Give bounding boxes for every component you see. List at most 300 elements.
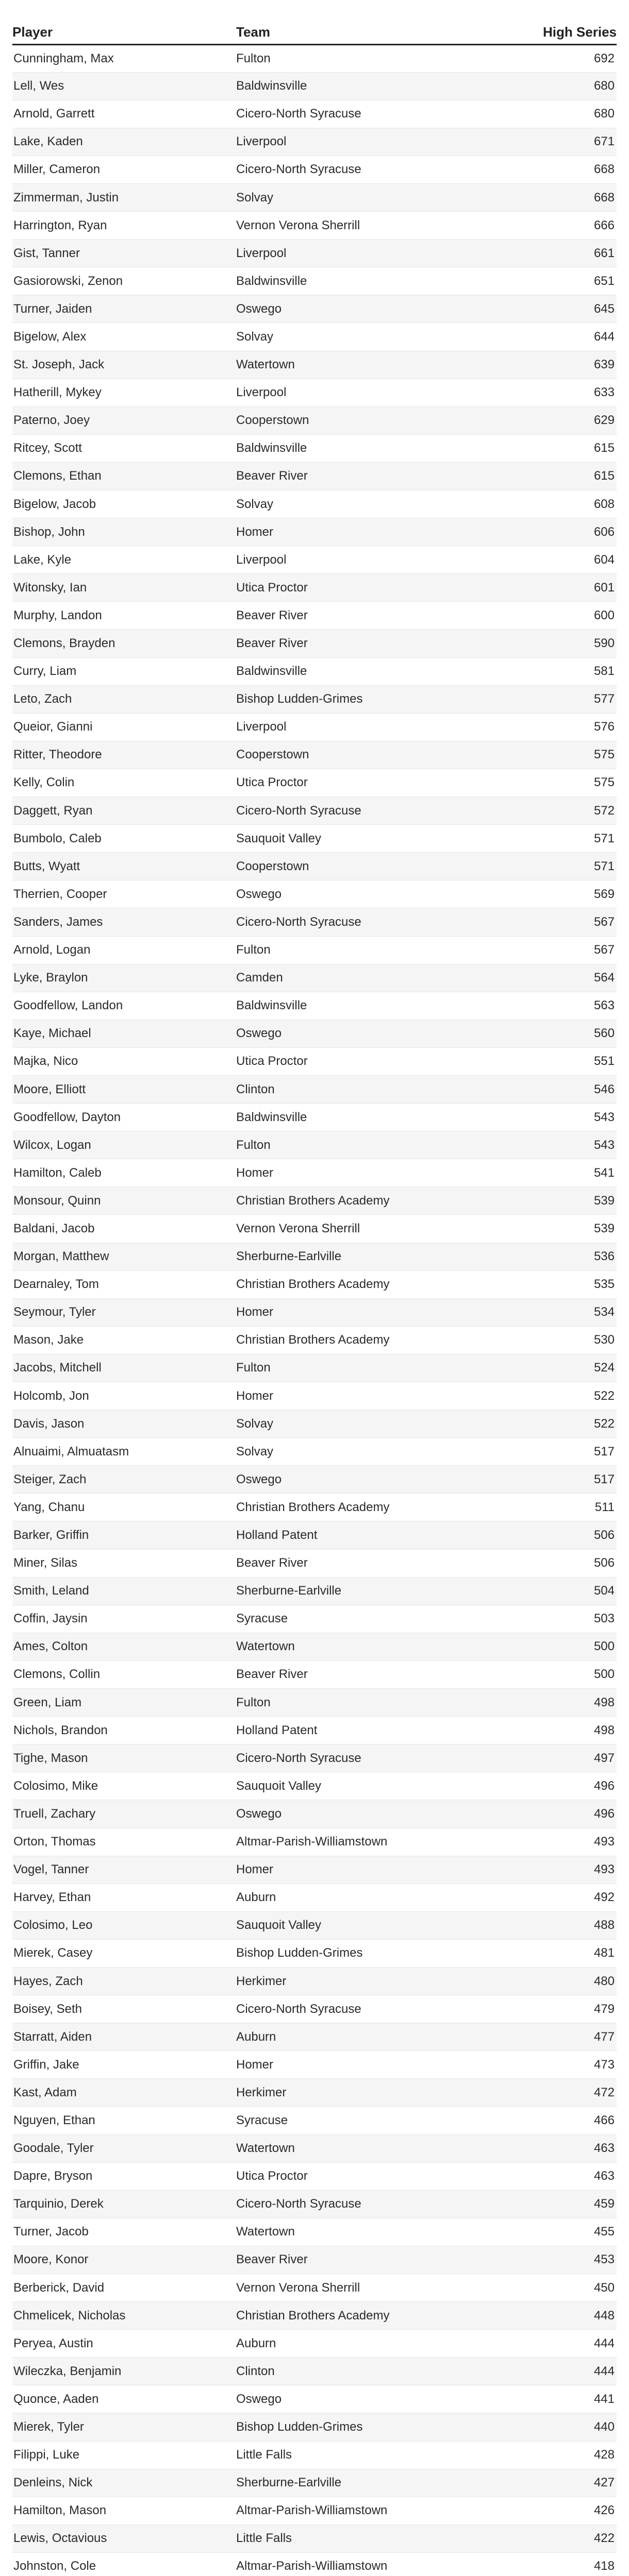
table-row: [12, 462, 617, 490]
high-series-cell: 615: [488, 462, 617, 490]
team-name-cell: Homer: [236, 1159, 488, 1187]
table-row: [12, 546, 617, 574]
player-name-cell: Morgan, Matthew: [12, 1243, 236, 1270]
player-name-cell: Filippi, Luke: [12, 2441, 236, 2469]
table-row: [12, 2385, 617, 2413]
team-name-cell: Solvay: [236, 1438, 488, 1466]
team-name-cell: Cicero-North Syracuse: [236, 908, 488, 936]
high-series-cell: 503: [488, 1605, 617, 1633]
high-series-cell: 504: [488, 1577, 617, 1605]
player-name-cell: Chmelicek, Nicholas: [12, 2302, 236, 2330]
high-series-cell: 560: [488, 1020, 617, 1047]
page: [0, 21, 629, 2576]
team-name-cell: Watertown: [236, 351, 488, 379]
table-row: [12, 936, 617, 964]
table-row: [12, 72, 617, 100]
table-row: [12, 769, 617, 796]
table-row: [12, 1270, 617, 1298]
team-name-cell: Sauquoit Valley: [236, 1772, 488, 1800]
table-row: [12, 1187, 617, 1215]
high-series-cell: 639: [488, 351, 617, 379]
high-series-cell: 506: [488, 1521, 617, 1549]
table-row: [12, 1717, 617, 1744]
high-series-cell: 651: [488, 267, 617, 295]
team-name-cell: Fulton: [236, 1354, 488, 1382]
high-series-cell: 668: [488, 156, 617, 183]
high-series-cell: 498: [488, 1689, 617, 1717]
table-row: [12, 1577, 617, 1605]
table-row: [12, 1494, 617, 1521]
table-row: [12, 323, 617, 351]
high-series-cell: 608: [488, 490, 617, 518]
high-series-cell: 577: [488, 685, 617, 713]
high-series-cell: 448: [488, 2302, 617, 2330]
player-name-cell: Kelly, Colin: [12, 769, 236, 796]
high-series-cell: 546: [488, 1075, 617, 1103]
high-series-cell: 615: [488, 434, 617, 462]
table-row: [12, 156, 617, 183]
high-series-cell: 500: [488, 1660, 617, 1688]
table-row: [12, 2107, 617, 2134]
table-row: [12, 992, 617, 1020]
table-row: [12, 1104, 617, 1131]
table-row: [12, 1633, 617, 1660]
table-row: [12, 406, 617, 434]
high-series-cell: 539: [488, 1215, 617, 1243]
team-name-cell: Beaver River: [236, 630, 488, 657]
high-series-cell: 481: [488, 1939, 617, 1967]
high-series-cell: 493: [488, 1856, 617, 1884]
team-name-cell: Homer: [236, 518, 488, 546]
player-name-cell: Clemons, Collin: [12, 1660, 236, 1688]
high-series-cell: 493: [488, 1828, 617, 1856]
player-name-cell: Starratt, Aiden: [12, 2023, 236, 2051]
player-name-cell: Clemons, Ethan: [12, 462, 236, 490]
high-series-cell: 498: [488, 1717, 617, 1744]
player-name-cell: Hayes, Zach: [12, 1967, 236, 1995]
team-name-cell: Vernon Verona Sherrill: [236, 2274, 488, 2302]
table-row: [12, 1298, 617, 1326]
team-name-cell: Solvay: [236, 323, 488, 351]
team-name-cell: Altmar-Parish-Williamstown: [236, 2497, 488, 2524]
high-series-cell: 522: [488, 1410, 617, 1438]
player-name-cell: Griffin, Jake: [12, 2051, 236, 2079]
team-name-cell: Utica Proctor: [236, 769, 488, 796]
player-name-cell: Berberick, David: [12, 2274, 236, 2302]
team-name-cell: Baldwinsville: [236, 267, 488, 295]
high-series-cell: 511: [488, 1494, 617, 1521]
player-name-cell: Goodale, Tyler: [12, 2134, 236, 2162]
table-row: [12, 128, 617, 156]
high-series-cell: 535: [488, 1270, 617, 1298]
team-name-cell: Solvay: [236, 183, 488, 211]
high-series-cell: 422: [488, 2524, 617, 2552]
team-name-cell: Utica Proctor: [236, 574, 488, 602]
player-name-cell: Kast, Adam: [12, 2079, 236, 2107]
player-name-cell: Harrington, Ryan: [12, 212, 236, 240]
team-name-cell: Beaver River: [236, 2246, 488, 2274]
player-name-cell: Arnold, Logan: [12, 936, 236, 964]
high-series-cell: 463: [488, 2134, 617, 2162]
player-name-cell: Lake, Kyle: [12, 546, 236, 574]
high-series-cell: 680: [488, 100, 617, 128]
high-series-cell: 496: [488, 1800, 617, 1828]
player-name-cell: Orton, Thomas: [12, 1828, 236, 1856]
player-name-cell: Johnston, Cole: [12, 2552, 236, 2576]
table-row: [12, 1131, 617, 1159]
player-name-cell: Nichols, Brandon: [12, 1717, 236, 1744]
player-name-cell: St. Joseph, Jack: [12, 351, 236, 379]
high-series-cell: 604: [488, 546, 617, 574]
player-name-cell: Mierek, Casey: [12, 1939, 236, 1967]
team-name-cell: Christian Brothers Academy: [236, 1187, 488, 1215]
team-name-cell: Baldwinsville: [236, 72, 488, 100]
team-name-cell: Vernon Verona Sherrill: [236, 1215, 488, 1243]
team-name-cell: Liverpool: [236, 379, 488, 406]
team-name-cell: Watertown: [236, 2218, 488, 2246]
player-name-cell: Queior, Gianni: [12, 713, 236, 741]
team-name-cell: Baldwinsville: [236, 434, 488, 462]
high-series-cell: 567: [488, 908, 617, 936]
table-row: [12, 2524, 617, 2552]
table-row: [12, 1354, 617, 1382]
table-row: [12, 2497, 617, 2524]
table-row: [12, 602, 617, 630]
table-row: [12, 1939, 617, 1967]
team-name-cell: Holland Patent: [236, 1717, 488, 1744]
player-name-cell: Witonsky, Ian: [12, 574, 236, 602]
table-row: [12, 2552, 617, 2576]
team-name-cell: Utica Proctor: [236, 2162, 488, 2190]
player-name-cell: Jacobs, Mitchell: [12, 1354, 236, 1382]
player-name-cell: Steiger, Zach: [12, 1466, 236, 1494]
table-row: [12, 351, 617, 379]
table-row: [12, 1243, 617, 1270]
high-series-cell: 453: [488, 2246, 617, 2274]
player-name-cell: Alnuaimi, Almuatasm: [12, 1438, 236, 1466]
team-name-cell: Cicero-North Syracuse: [236, 2190, 488, 2218]
table-row: [12, 657, 617, 685]
table-row: [12, 1772, 617, 1800]
high-series-cell: 517: [488, 1438, 617, 1466]
table-row: [12, 741, 617, 769]
table-row: [12, 825, 617, 853]
table-row: [12, 1521, 617, 1549]
table-header: [12, 21, 617, 44]
player-name-cell: Lake, Kaden: [12, 128, 236, 156]
table-row: [12, 574, 617, 602]
player-name-cell: Monsour, Quinn: [12, 1187, 236, 1215]
table-row: [12, 2079, 617, 2107]
high-series-cell: 590: [488, 630, 617, 657]
team-name-cell: Clinton: [236, 1075, 488, 1103]
table-row: [12, 2190, 617, 2218]
team-name-cell: Auburn: [236, 2330, 488, 2358]
high-series-cell: 466: [488, 2107, 617, 2134]
team-name-cell: Cooperstown: [236, 741, 488, 769]
team-name-cell: Altmar-Parish-Williamstown: [236, 2552, 488, 2576]
high-series-cell: 479: [488, 1995, 617, 2023]
team-name-cell: Oswego: [236, 880, 488, 908]
player-name-cell: Goodfellow, Dayton: [12, 1104, 236, 1131]
player-name-cell: Bumbolo, Caleb: [12, 825, 236, 853]
high-series-cell: 606: [488, 518, 617, 546]
player-name-cell: Hamilton, Mason: [12, 2497, 236, 2524]
team-name-cell: Liverpool: [236, 128, 488, 156]
team-name-cell: Little Falls: [236, 2524, 488, 2552]
player-name-cell: Turner, Jaiden: [12, 295, 236, 323]
high-series-cell: 600: [488, 602, 617, 630]
table-row: [12, 212, 617, 240]
player-name-cell: Kaye, Michael: [12, 1020, 236, 1047]
player-name-cell: Colosimo, Mike: [12, 1772, 236, 1800]
table-row: [12, 1326, 617, 1354]
table-row: [12, 2051, 617, 2079]
high-series-cell: 576: [488, 713, 617, 741]
player-name-cell: Sanders, James: [12, 908, 236, 936]
high-series-cell: 680: [488, 72, 617, 100]
table-row: [12, 1382, 617, 1410]
high-series-cell: 541: [488, 1159, 617, 1187]
player-name-cell: Nguyen, Ethan: [12, 2107, 236, 2134]
player-name-cell: Goodfellow, Landon: [12, 992, 236, 1020]
high-series-cell: 551: [488, 1047, 617, 1075]
player-name-cell: Lyke, Braylon: [12, 964, 236, 992]
table-row: [12, 2413, 617, 2441]
team-name-cell: Solvay: [236, 1410, 488, 1438]
player-name-cell: Gist, Tanner: [12, 240, 236, 267]
table-row: [12, 1995, 617, 2023]
player-name-cell: Clemons, Brayden: [12, 630, 236, 657]
player-name-cell: Curry, Liam: [12, 657, 236, 685]
team-name-cell: Solvay: [236, 490, 488, 518]
team-name-cell: Holland Patent: [236, 1521, 488, 1549]
player-name-cell: Tarquinio, Derek: [12, 2190, 236, 2218]
column-header-high-series[interactable]: High Series: [488, 21, 617, 44]
table-row: [12, 100, 617, 128]
team-name-cell: Bishop Ludden-Grimes: [236, 1939, 488, 1967]
player-name-cell: Lewis, Octavious: [12, 2524, 236, 2552]
player-name-cell: Arnold, Garrett: [12, 100, 236, 128]
team-name-cell: Homer: [236, 1382, 488, 1410]
high-series-cell: 536: [488, 1243, 617, 1270]
player-name-cell: Miner, Silas: [12, 1549, 236, 1577]
team-name-cell: Cicero-North Syracuse: [236, 1744, 488, 1772]
table-row: [12, 1744, 617, 1772]
team-name-cell: Cooperstown: [236, 406, 488, 434]
table-row: [12, 240, 617, 267]
high-series-cell: 488: [488, 1911, 617, 1939]
team-name-cell: Fulton: [236, 1131, 488, 1159]
player-name-cell: Turner, Jacob: [12, 2218, 236, 2246]
table-row: [12, 2218, 617, 2246]
player-name-cell: Peryea, Austin: [12, 2330, 236, 2358]
high-series-cell: 450: [488, 2274, 617, 2302]
team-name-cell: Christian Brothers Academy: [236, 2302, 488, 2330]
player-name-cell: Bigelow, Jacob: [12, 490, 236, 518]
player-name-cell: Davis, Jason: [12, 1410, 236, 1438]
table-row: [12, 797, 617, 825]
team-name-cell: Liverpool: [236, 713, 488, 741]
table-row: [12, 1075, 617, 1103]
player-name-cell: Lell, Wes: [12, 72, 236, 100]
table-row: [12, 2246, 617, 2274]
player-name-cell: Smith, Leland: [12, 1577, 236, 1605]
high-series-cell: 477: [488, 2023, 617, 2051]
high-series-cell: 500: [488, 1633, 617, 1660]
team-name-cell: Baldwinsville: [236, 1104, 488, 1131]
player-name-cell: Wilcox, Logan: [12, 1131, 236, 1159]
team-name-cell: Oswego: [236, 1020, 488, 1047]
player-name-cell: Moore, Konor: [12, 2246, 236, 2274]
table-row: [12, 44, 617, 72]
high-series-cell: 633: [488, 379, 617, 406]
team-name-cell: Sherburne-Earlville: [236, 2469, 488, 2497]
team-name-cell: Watertown: [236, 2134, 488, 2162]
table-row: [12, 2441, 617, 2469]
table-row: [12, 1466, 617, 1494]
header-row: [12, 21, 617, 44]
high-series-cell: 428: [488, 2441, 617, 2469]
player-name-cell: Harvey, Ethan: [12, 1884, 236, 1911]
high-series-cell: 463: [488, 2162, 617, 2190]
high-series-cell: 668: [488, 183, 617, 211]
table-row: [12, 518, 617, 546]
table-row: [12, 908, 617, 936]
high-series-cell: 480: [488, 1967, 617, 1995]
player-name-cell: Murphy, Landon: [12, 602, 236, 630]
table-row: [12, 1549, 617, 1577]
high-series-cell: 564: [488, 964, 617, 992]
high-series-cell: 692: [488, 44, 617, 72]
team-name-cell: Christian Brothers Academy: [236, 1494, 488, 1521]
team-name-cell: Cicero-North Syracuse: [236, 100, 488, 128]
player-name-cell: Seymour, Tyler: [12, 1298, 236, 1326]
high-series-cell: 522: [488, 1382, 617, 1410]
player-name-cell: Daggett, Ryan: [12, 797, 236, 825]
team-name-cell: Liverpool: [236, 546, 488, 574]
player-name-cell: Therrien, Cooper: [12, 880, 236, 908]
high-series-cell: 444: [488, 2330, 617, 2358]
player-name-cell: Yang, Chanu: [12, 1494, 236, 1521]
team-name-cell: Clinton: [236, 2358, 488, 2385]
high-series-cell: 530: [488, 1326, 617, 1354]
player-name-cell: Holcomb, Jon: [12, 1382, 236, 1410]
player-name-cell: Bishop, John: [12, 518, 236, 546]
table-row: [12, 1605, 617, 1633]
high-series-cell: 524: [488, 1354, 617, 1382]
table-row: [12, 1020, 617, 1047]
table-row: [12, 1689, 617, 1717]
high-series-cell: 427: [488, 2469, 617, 2497]
high-series-cell: 572: [488, 797, 617, 825]
player-name-cell: Leto, Zach: [12, 685, 236, 713]
player-name-cell: Hatherill, Mykey: [12, 379, 236, 406]
team-name-cell: Utica Proctor: [236, 1047, 488, 1075]
table-row: [12, 379, 617, 406]
team-name-cell: Sauquoit Valley: [236, 1911, 488, 1939]
table-row: [12, 1159, 617, 1187]
player-name-cell: Butts, Wyatt: [12, 853, 236, 880]
high-series-cell: 534: [488, 1298, 617, 1326]
high-series-cell: 496: [488, 1772, 617, 1800]
high-series-cell: 671: [488, 128, 617, 156]
table-row: [12, 183, 617, 211]
high-series-cell: 567: [488, 936, 617, 964]
player-name-cell: Dapre, Bryson: [12, 2162, 236, 2190]
player-name-cell: Zimmerman, Justin: [12, 183, 236, 211]
high-series-cell: 418: [488, 2552, 617, 2576]
team-name-cell: Beaver River: [236, 462, 488, 490]
table-row: [12, 295, 617, 323]
high-series-cell: 492: [488, 1884, 617, 1911]
team-name-cell: Cicero-North Syracuse: [236, 1995, 488, 2023]
player-name-cell: Green, Liam: [12, 1689, 236, 1717]
team-name-cell: Oswego: [236, 1800, 488, 1828]
column-header-team[interactable]: Team: [236, 21, 488, 44]
high-series-table: [12, 21, 617, 2576]
table-row: [12, 434, 617, 462]
team-name-cell: Fulton: [236, 1689, 488, 1717]
player-name-cell: Barker, Griffin: [12, 1521, 236, 1549]
player-name-cell: Mason, Jake: [12, 1326, 236, 1354]
table-row: [12, 713, 617, 741]
table-row: [12, 630, 617, 657]
player-name-cell: Truell, Zachary: [12, 1800, 236, 1828]
team-name-cell: Herkimer: [236, 1967, 488, 1995]
team-name-cell: Homer: [236, 2051, 488, 2079]
team-name-cell: Christian Brothers Academy: [236, 1270, 488, 1298]
high-series-cell: 455: [488, 2218, 617, 2246]
high-series-cell: 629: [488, 406, 617, 434]
table-row: [12, 2469, 617, 2497]
table-row: [12, 2023, 617, 2051]
table-row: [12, 490, 617, 518]
team-name-cell: Cicero-North Syracuse: [236, 156, 488, 183]
team-name-cell: Sherburne-Earlville: [236, 1243, 488, 1270]
team-name-cell: Baldwinsville: [236, 657, 488, 685]
team-name-cell: Oswego: [236, 295, 488, 323]
player-name-cell: Denleins, Nick: [12, 2469, 236, 2497]
team-name-cell: Homer: [236, 1298, 488, 1326]
table-row: [12, 2358, 617, 2385]
team-name-cell: Beaver River: [236, 1549, 488, 1577]
high-series-cell: 459: [488, 2190, 617, 2218]
high-series-cell: 575: [488, 769, 617, 796]
table-row: [12, 2162, 617, 2190]
team-name-cell: Baldwinsville: [236, 992, 488, 1020]
team-name-cell: Auburn: [236, 1884, 488, 1911]
player-name-cell: Paterno, Joey: [12, 406, 236, 434]
player-name-cell: Vogel, Tanner: [12, 1856, 236, 1884]
table-row: [12, 2302, 617, 2330]
high-series-cell: 666: [488, 212, 617, 240]
high-series-cell: 569: [488, 880, 617, 908]
table-row: [12, 2274, 617, 2302]
team-name-cell: Sherburne-Earlville: [236, 1577, 488, 1605]
high-series-cell: 517: [488, 1466, 617, 1494]
team-name-cell: Auburn: [236, 2023, 488, 2051]
player-name-cell: Boisey, Seth: [12, 1995, 236, 2023]
team-name-cell: Oswego: [236, 1466, 488, 1494]
high-series-cell: 539: [488, 1187, 617, 1215]
table-row: [12, 2330, 617, 2358]
table-row: [12, 2134, 617, 2162]
team-name-cell: Beaver River: [236, 1660, 488, 1688]
team-name-cell: Fulton: [236, 44, 488, 72]
player-name-cell: Hamilton, Caleb: [12, 1159, 236, 1187]
column-header-player[interactable]: Player: [12, 21, 236, 44]
